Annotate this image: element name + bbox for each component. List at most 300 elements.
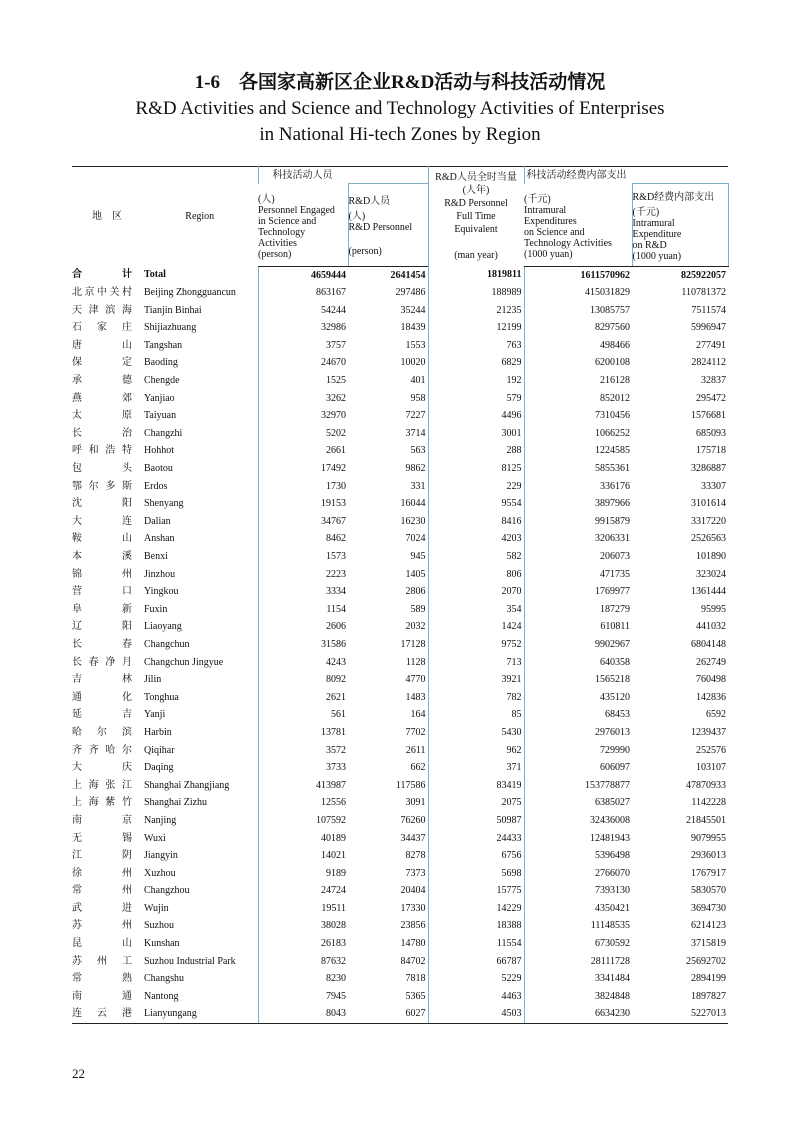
value-cell-col2: 16230 (400, 515, 426, 527)
region-cn-cell: 无锡 (72, 832, 132, 844)
region-en-cell: Yanji (144, 709, 166, 721)
region-cn-cell: 包头 (72, 463, 132, 475)
region-cn-cell: 唐山 (72, 339, 132, 351)
value-cell-col3: 15775 (428, 882, 524, 900)
value-cell-col2: 1553 (405, 339, 426, 351)
region-cn-cell: 长春 (72, 638, 132, 650)
value-cell-col3: 1819811 (428, 266, 524, 284)
table-row (72, 337, 728, 355)
value-cell-col4: 6634230 (524, 1005, 632, 1023)
region-en-cell: Shanghai Zhangjiang (144, 779, 230, 791)
value-cell-col1: 3572 (258, 742, 348, 760)
table-row (72, 988, 728, 1006)
value-cell-col1: 107592 (258, 812, 348, 830)
value-cell-col3: 4496 (428, 407, 524, 425)
header-col3-en3: Equivalent (454, 224, 498, 235)
region-en-cell: Suzhou (144, 920, 174, 932)
region-en-cell: Fuxin (144, 603, 168, 615)
table-row (72, 935, 728, 953)
value-cell-col4: 606097 (524, 759, 632, 777)
header-col1-cn: 科技活动人员 (258, 167, 428, 184)
value-cell-col4: 5855361 (524, 460, 632, 478)
value-cell-col3: 1424 (428, 618, 524, 636)
table-row (72, 953, 728, 971)
region-en-cell: Nantong (144, 990, 179, 1002)
value-cell-col1: 34767 (258, 513, 348, 531)
table-row (72, 706, 728, 724)
region-cn-cell: 保定 (72, 357, 132, 369)
value-cell-col2: 17330 (400, 902, 426, 914)
header-col2-en1: R&D Personnel (348, 222, 413, 234)
region-cn-cell: 长治 (72, 427, 132, 439)
value-cell-col4: 610811 (524, 618, 632, 636)
value-cell-col4: 1224585 (524, 442, 632, 460)
value-cell-col5: 9079955 (691, 832, 726, 844)
region-en-cell: Yingkou (144, 586, 179, 598)
header-col5 (632, 184, 728, 267)
table-row (72, 742, 728, 760)
value-cell-col2: 7818 (405, 973, 426, 985)
table-row (72, 970, 728, 988)
value-cell-col4: 8297560 (524, 319, 632, 337)
value-cell-col1: 4659444 (258, 266, 348, 284)
region-en-cell: Hohhot (144, 445, 174, 457)
region-cn-cell: 辽阳 (72, 621, 132, 633)
region-cn-cell: 延吉 (72, 709, 132, 721)
value-cell-col2: 3091 (405, 797, 426, 809)
header-col1-en1: Personnel Engaged (258, 204, 335, 216)
header-col2-unit: (person) (348, 246, 382, 258)
value-cell-col1: 413987 (258, 777, 348, 795)
value-cell-col1: 1525 (258, 372, 348, 390)
value-cell-col4: 187279 (524, 601, 632, 619)
value-cell-col4: 7393130 (524, 882, 632, 900)
value-cell-col4: 5396498 (524, 847, 632, 865)
region-cn-cell: 阜新 (72, 603, 132, 615)
region-cn-cell: 鄂尔多斯 (72, 480, 132, 492)
value-cell-col5: 103107 (696, 762, 726, 774)
region-cn-cell: 苏州工 (72, 955, 132, 967)
value-cell-col5: 21845501 (686, 814, 726, 826)
region-cn-cell: 南京 (72, 814, 132, 826)
header-col4-en1: Intramural (524, 204, 567, 216)
value-cell-col1: 19153 (258, 495, 348, 513)
region-en-cell: Wujin (144, 902, 169, 914)
value-cell-col2: 401 (410, 375, 426, 387)
value-cell-col5: 295472 (696, 392, 726, 404)
header-col2-cn: R&D人员 (348, 196, 391, 208)
region-en-cell: Wuxi (144, 832, 166, 844)
value-cell-col1: 1573 (258, 548, 348, 566)
region-en-cell: Tonghua (144, 691, 179, 703)
value-cell-col4: 471735 (524, 566, 632, 584)
region-cn-cell: 大庆 (72, 762, 132, 774)
value-cell-col3: 4503 (428, 1005, 524, 1023)
value-cell-col1: 26183 (258, 935, 348, 953)
table-row (72, 812, 728, 830)
value-cell-col1: 38028 (258, 917, 348, 935)
table-row (72, 636, 728, 654)
value-cell-col5: 6214123 (691, 920, 726, 932)
value-cell-col2: 563 (410, 445, 426, 457)
value-cell-col4: 3206331 (524, 530, 632, 548)
value-cell-col1: 3733 (258, 759, 348, 777)
value-cell-col4: 68453 (524, 706, 632, 724)
region-cn-cell: 连云港 (72, 1005, 142, 1023)
region-en-cell: Benxi (144, 551, 168, 562)
header-col4-unit: (1000 yuan) (524, 248, 573, 260)
table-row (72, 495, 728, 513)
value-cell-col4: 1066252 (524, 425, 632, 443)
value-cell-col5: 685093 (696, 427, 726, 439)
region-cn-cell: 太原 (72, 410, 132, 422)
value-cell-col4: 12481943 (524, 830, 632, 848)
value-cell-col3: 2075 (428, 794, 524, 812)
value-cell-col4: 2976013 (524, 724, 632, 742)
value-cell-col3: 14229 (428, 900, 524, 918)
value-cell-col1: 40189 (258, 830, 348, 848)
value-cell-col1: 5202 (258, 425, 348, 443)
value-cell-col2: 2641454 (390, 269, 426, 281)
page-number: 22 (72, 1066, 85, 1081)
value-cell-col1: 4243 (258, 654, 348, 672)
table-row (72, 917, 728, 935)
value-cell-col3: 4463 (428, 988, 524, 1006)
value-cell-col1: 2661 (258, 442, 348, 460)
value-cell-col5: 262749 (696, 656, 726, 668)
value-cell-col4: 3897966 (524, 495, 632, 513)
value-cell-col2: 16044 (400, 498, 426, 510)
region-en-cell: Shijiazhuang (144, 322, 197, 334)
region-cn-cell: 常熟 (72, 973, 132, 985)
value-cell-col3: 3001 (428, 425, 524, 443)
region-en-cell: Jilin (144, 674, 162, 686)
value-cell-col3: 763 (428, 337, 524, 355)
value-cell-col1: 31586 (258, 636, 348, 654)
value-cell-col3: 18388 (428, 917, 524, 935)
value-cell-col3: 229 (428, 478, 524, 496)
value-cell-col3: 21235 (428, 302, 524, 320)
value-cell-col4: 9902967 (524, 636, 632, 654)
value-cell-col1: 24670 (258, 354, 348, 372)
value-cell-col3: 2070 (428, 583, 524, 601)
table-row (72, 530, 728, 548)
value-cell-col2: 17128 (400, 638, 426, 650)
value-cell-col2: 164 (410, 709, 426, 721)
table-row (72, 900, 728, 918)
value-cell-col3: 582 (428, 548, 524, 566)
value-cell-col3: 192 (428, 372, 524, 390)
table-row (72, 830, 728, 848)
header-col1-en4: Activities (258, 237, 297, 249)
value-cell-col1: 87632 (258, 953, 348, 971)
value-cell-col4: 13085757 (524, 302, 632, 320)
value-cell-col3: 24433 (428, 830, 524, 848)
table-row (72, 601, 728, 619)
header-region-cn: 地 区 (92, 211, 122, 222)
region-cn-cell: 承德 (72, 375, 132, 387)
value-cell-col5: 142836 (696, 691, 726, 703)
region-en-cell: Qiqihar (144, 744, 175, 756)
table-row (72, 566, 728, 584)
region-en-cell: Xuzhou (144, 867, 176, 879)
region-cn-cell: 哈尔滨 (72, 726, 132, 738)
header-col1-cn-unit: (人) (258, 193, 275, 205)
value-cell-col4: 1769977 (524, 583, 632, 601)
region-cn-cell: 石家庄 (72, 322, 132, 334)
header-row (72, 167, 728, 184)
value-cell-col2: 9862 (405, 463, 426, 475)
value-cell-col5: 7511574 (691, 304, 726, 316)
value-cell-col2: 7702 (405, 726, 426, 738)
header-col1 (258, 184, 348, 267)
value-cell-col2: 331 (410, 480, 426, 492)
value-cell-col5: 5996947 (691, 322, 726, 334)
region-cn-cell: 苏州 (72, 920, 132, 932)
table-row (72, 460, 728, 478)
value-cell-col4: 6730592 (524, 935, 632, 953)
value-cell-col5: 3715819 (691, 938, 726, 950)
header-col1-en2: in Science and (258, 215, 317, 227)
value-cell-col1: 863167 (258, 284, 348, 302)
value-cell-col1: 19511 (258, 900, 348, 918)
value-cell-col3: 9752 (428, 636, 524, 654)
value-cell-col4: 7310456 (524, 407, 632, 425)
header-col4-en4: Technology Activities (524, 237, 612, 249)
value-cell-col3: 4203 (428, 530, 524, 548)
table-row (72, 407, 728, 425)
value-cell-col1: 32970 (258, 407, 348, 425)
region-en-cell: Changzhi (144, 427, 183, 439)
value-cell-col1: 3334 (258, 583, 348, 601)
value-cell-col4: 153778877 (524, 777, 632, 795)
header-col2 (348, 184, 428, 267)
value-cell-col1: 14021 (258, 847, 348, 865)
table-row (72, 847, 728, 865)
value-cell-col2: 10020 (400, 357, 426, 369)
header-col4-cn-unit: (千元) (524, 193, 551, 205)
title-english-line2: in National Hi-tech Zones by Region (259, 124, 541, 145)
header-col4-en2: Expenditures (524, 215, 577, 227)
value-cell-col4: 3341484 (524, 970, 632, 988)
region-cn-cell: 大连 (72, 515, 132, 527)
value-cell-col2: 1405 (405, 568, 426, 580)
value-cell-col2: 18439 (400, 322, 426, 334)
table-row (72, 319, 728, 337)
value-cell-col3: 66787 (428, 953, 524, 971)
region-cn-cell: 常州 (72, 885, 132, 897)
value-cell-col5: 2936013 (691, 850, 726, 862)
header-col3-en1: R&D Personnel (444, 198, 508, 209)
value-cell-col5: 2894199 (691, 973, 726, 985)
table-row (72, 777, 728, 795)
region-cn-cell: 长春净月 (72, 656, 132, 668)
region-cn-cell: 本溪 (72, 551, 132, 562)
table-row (72, 442, 728, 460)
value-cell-col2: 2806 (405, 586, 426, 598)
value-cell-col2: 7373 (405, 867, 426, 879)
table-row (72, 618, 728, 636)
value-cell-col1: 7945 (258, 988, 348, 1006)
value-cell-col4: 498466 (524, 337, 632, 355)
region-en-cell: Anshan (144, 533, 175, 545)
region-en-cell: Shenyang (144, 498, 184, 510)
table-body (72, 266, 728, 1024)
value-cell-col2: 1483 (405, 691, 426, 703)
value-cell-col3: 3921 (428, 671, 524, 689)
value-cell-col5: 1142228 (691, 797, 726, 809)
region-en-cell: Tangshan (144, 339, 183, 351)
region-en-cell: Total (144, 269, 166, 281)
value-cell-col3: 5430 (428, 724, 524, 742)
value-cell-col5: 32837 (701, 375, 726, 387)
region-en-cell: Taiyuan (144, 410, 177, 422)
value-cell-col3: 713 (428, 654, 524, 672)
header-col3-cn-unit: (人年) (462, 185, 490, 196)
page-title (0, 70, 800, 148)
value-cell-col3: 83419 (428, 777, 524, 795)
table-row (72, 425, 728, 443)
header-col3-cn: R&D人员全时当量 (435, 172, 517, 183)
value-cell-col4: 6200108 (524, 354, 632, 372)
value-cell-col1: 2621 (258, 689, 348, 707)
value-cell-col4: 1611570962 (524, 266, 632, 284)
value-cell-col1: 2223 (258, 566, 348, 584)
region-cn-cell: 江阴 (72, 850, 132, 862)
header-col1-unit: (person) (258, 248, 292, 260)
value-cell-col3: 782 (428, 689, 524, 707)
value-cell-col5: 3317220 (691, 515, 726, 527)
value-cell-col5: 5830570 (691, 885, 726, 897)
table-row (72, 689, 728, 707)
value-cell-col1: 12556 (258, 794, 348, 812)
region-cn-cell: 吉林 (72, 674, 132, 686)
table-row (72, 548, 728, 566)
table-row (72, 478, 728, 496)
region-cn-cell: 齐齐哈尔 (72, 744, 132, 756)
value-cell-col2: 6027 (348, 1005, 428, 1023)
region-en-cell: Daqing (144, 762, 174, 774)
region-cn-cell: 南通 (72, 990, 132, 1002)
value-cell-col5: 101890 (696, 551, 726, 562)
value-cell-col3: 806 (428, 566, 524, 584)
value-cell-col3: 5698 (428, 865, 524, 883)
region-en-cell: Jiangyin (144, 850, 178, 862)
region-cn-cell: 昆山 (72, 938, 132, 950)
region-en-cell: Changchun Jingyue (144, 656, 224, 668)
region-cn-cell: 上海紫竹 (72, 797, 132, 809)
header-col4-cn: 科技活动经费内部支出 (524, 167, 728, 184)
value-cell-col5: 95995 (701, 603, 726, 615)
value-cell-col4: 206073 (524, 548, 632, 566)
value-cell-col1: 8092 (258, 671, 348, 689)
value-cell-col5: 47870933 (686, 779, 726, 791)
value-cell-col5: 3101614 (691, 498, 726, 510)
value-cell-col3: 5229 (428, 970, 524, 988)
table-row (72, 302, 728, 320)
value-cell-col4: 9915879 (524, 513, 632, 531)
value-cell-col2: 84702 (400, 955, 426, 967)
table-row (72, 759, 728, 777)
region-en-cell: Changchun (144, 638, 190, 650)
value-cell-col5: 1361444 (691, 586, 726, 598)
value-cell-col1: 1730 (258, 478, 348, 496)
value-cell-col2: 945 (410, 551, 426, 562)
region-cn-cell: 鞍山 (72, 533, 132, 545)
value-cell-col5: 2526563 (691, 533, 726, 545)
region-en-cell: Suzhou Industrial Park (144, 955, 236, 967)
value-cell-col5: 5227013 (632, 1005, 728, 1023)
value-cell-col5: 33307 (701, 480, 726, 492)
header-col5-en2: Expenditure (632, 228, 682, 240)
value-cell-col3: 50987 (428, 812, 524, 830)
region-cn-cell: 通化 (72, 691, 132, 703)
value-cell-col5: 3286887 (691, 463, 726, 475)
value-cell-col1: 8043 (258, 1005, 348, 1023)
header-col3-en2: Full Time (456, 211, 496, 222)
value-cell-col2: 3714 (405, 427, 426, 439)
region-en-cell: Chengde (144, 375, 180, 387)
value-cell-col3: 11554 (428, 935, 524, 953)
value-cell-col4: 1565218 (524, 671, 632, 689)
value-cell-col1: 32986 (258, 319, 348, 337)
value-cell-col4: 28111728 (524, 953, 632, 971)
value-cell-col2: 7024 (405, 533, 426, 545)
region-cn-cell: 合计 (72, 269, 132, 281)
title-english-line1: R&D Activities and Science and Technology Activities of Enterprises (135, 98, 665, 119)
value-cell-col3: 188989 (428, 284, 524, 302)
value-cell-col2: 589 (410, 603, 426, 615)
value-cell-col4: 11148535 (524, 917, 632, 935)
value-cell-col2: 2032 (405, 621, 426, 633)
region-cn-cell: 武进 (72, 902, 132, 914)
value-cell-col5: 277491 (696, 339, 726, 351)
value-cell-col4: 729990 (524, 742, 632, 760)
value-cell-col2: 14780 (400, 938, 426, 950)
region-en-cell: Erdos (144, 480, 168, 492)
region-cn-cell: 燕郊 (72, 392, 132, 404)
value-cell-col5: 441032 (696, 621, 726, 633)
table-row (72, 882, 728, 900)
table-row (72, 724, 728, 742)
region-en-cell: Beijing Zhongguancun (144, 287, 236, 299)
value-cell-col1: 1154 (258, 601, 348, 619)
table-row (72, 284, 728, 302)
value-cell-col3: 6829 (428, 354, 524, 372)
value-cell-col1: 13781 (258, 724, 348, 742)
table-row (72, 513, 728, 531)
value-cell-col2: 2611 (405, 744, 426, 756)
region-en-cell: Harbin (144, 726, 172, 738)
header-col1-en3: Technology (258, 226, 306, 238)
value-cell-col2: 117586 (395, 779, 426, 791)
header-col5-unit: (1000 yuan) (632, 250, 682, 262)
region-en-cell: Nanjing (144, 814, 177, 826)
value-cell-col2: 23856 (400, 920, 426, 932)
value-cell-col2: 8278 (405, 850, 426, 862)
region-en-cell: Dalian (144, 515, 171, 527)
region-cn-cell: 徐州 (72, 867, 132, 879)
header-col4-en3: on Science and (524, 226, 585, 238)
value-cell-col5: 1239437 (691, 726, 726, 738)
table-row (72, 390, 728, 408)
table-row (72, 1005, 728, 1023)
region-cn-cell: 沈阳 (72, 498, 132, 510)
region-en-cell: Jinzhou (144, 568, 176, 580)
total-row (72, 266, 728, 284)
table-row (72, 354, 728, 372)
value-cell-col5: 25692702 (686, 955, 726, 967)
